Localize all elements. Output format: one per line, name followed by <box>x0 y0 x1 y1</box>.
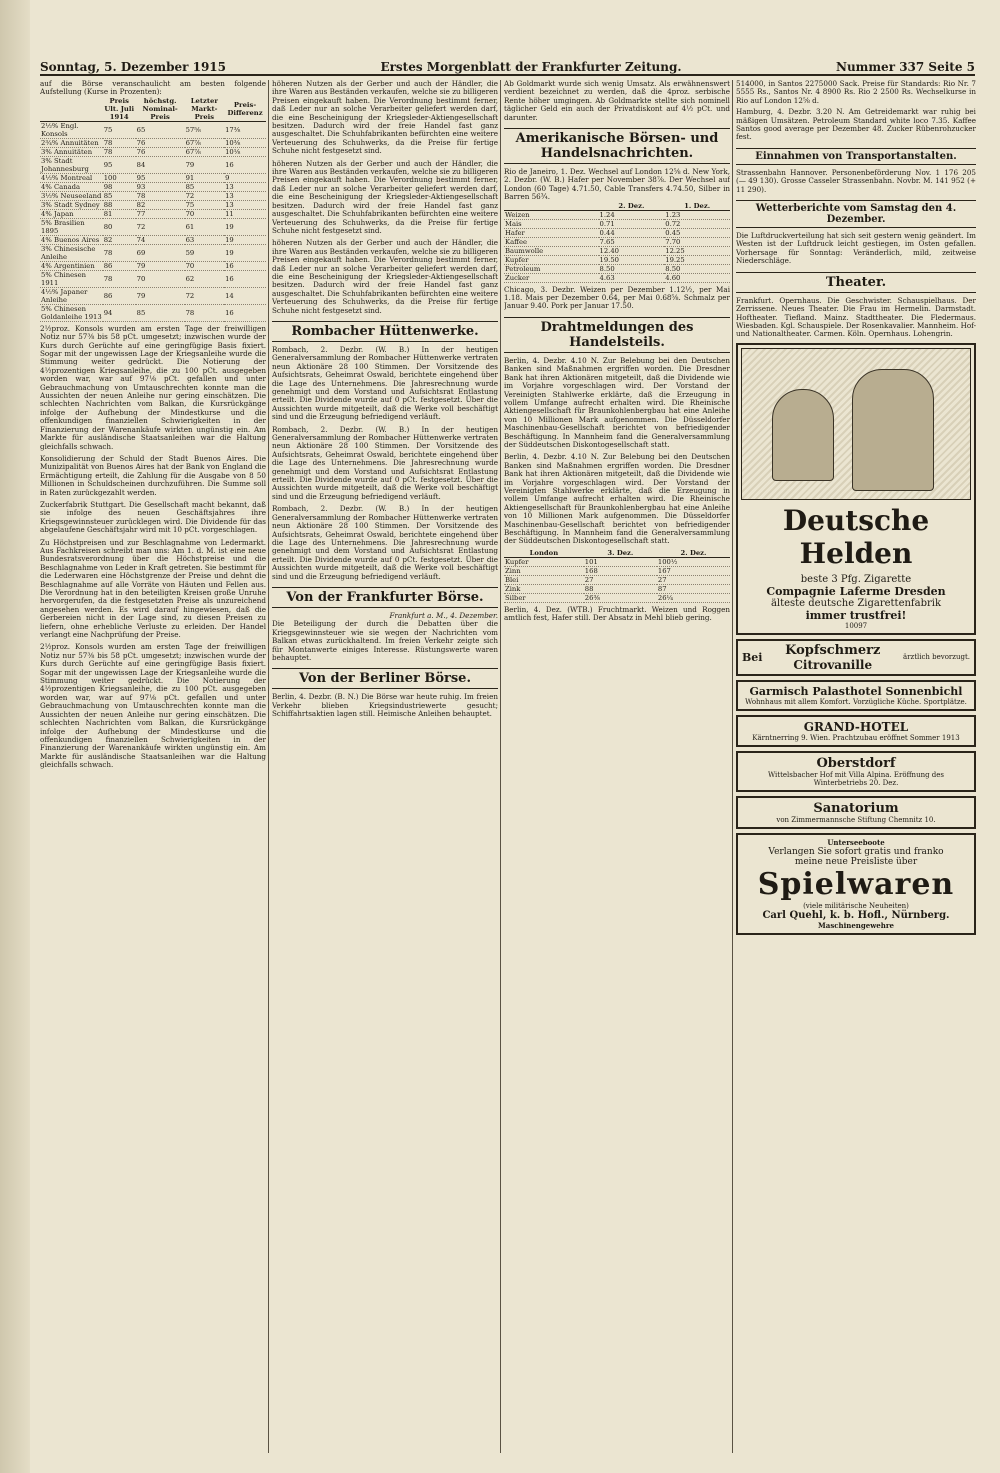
ad-text: von Zimmermannsche Stiftung Chemnitz 10. <box>776 815 936 824</box>
table-cell: 80 <box>103 218 136 235</box>
column-header: Preis Ult. Juli 1914 <box>104 96 135 121</box>
table-cell: 9 <box>224 173 266 182</box>
table-cell: Zinn <box>504 566 584 575</box>
table-row <box>40 218 266 235</box>
table-header-row <box>40 97 266 122</box>
table-row <box>504 246 730 255</box>
table-cell: 4% Argentinien <box>40 261 103 270</box>
column-header <box>504 202 599 211</box>
column-4 <box>736 80 976 1453</box>
ad-text: Wittelsbacher Hof mit Villa Alpina. Eröffnung des Winterbetriebs 20. Dez. <box>767 770 945 787</box>
table-cell: 19 <box>224 235 266 244</box>
table-cell: 79 <box>136 287 185 304</box>
article-paragraph: 2½proz. Konsols wurden am ersten Tage der freiwilligen Notiz nur 57⅜ bis 58 pCt. umgesetzt; inzwischen wurde der Kurs durch Gerüchte auf eine geringfügige Basis fixiert. Sogar mit der ungewissen Lage der Kriegsanleihe wurde die Stimmung weiter gedrückt. Die Notierung der 4½prozentigen Kriegsanleihe, die zu 100 pCt. ausgegeben worden war, war auf 97⅛ pCt. gefallen und unter Gebrauchmachung von Umtauschrechten konnte man die Aussichten der neuen Anleihe nur gering einschätzen. Die schlechten Nachrichten vom Balkan, die Kursrückgänge infolge der Aufhebung der Mindestkurse und die offenkundigen finanziellen Schwierigkeiten in der Finanzierung der Warenankäufe wirkten ungünstig ein. Am Markte für ausländische Staatsanleihen war die Haltung gleichfalls schwach. <box>40 323 266 451</box>
table-row <box>504 584 730 593</box>
column-header: London <box>504 549 584 558</box>
table-cell: 19.50 <box>599 255 665 264</box>
table-cell: 17⅜ <box>224 121 266 138</box>
table-body <box>504 210 730 282</box>
ad-title: Deutsche Helden <box>782 503 930 570</box>
ad-title: Sanatorium <box>813 800 899 816</box>
table-cell: 13 <box>224 200 266 209</box>
table-cell: 13 <box>224 191 266 200</box>
table-cell: 72 <box>185 287 224 304</box>
table-row <box>40 200 266 209</box>
table-cell: 14 <box>224 287 266 304</box>
ad-text: Kärntnerring 9. Wien. Prachtzubau eröffnet Sommer 1913 <box>752 733 960 742</box>
table-cell: 4½% Montreal <box>40 173 103 182</box>
table-cell: 2¾% Annuitäten <box>40 138 103 147</box>
table-cell: Weizen <box>504 210 599 219</box>
table-cell: 86 <box>103 261 136 270</box>
table-row <box>40 270 266 287</box>
ad-right: ärztlich bevorzugt. <box>902 653 970 662</box>
ad-line: Verlangen Sie sofort gratis und franko <box>768 846 944 857</box>
table-cell: 82 <box>136 200 185 209</box>
article-paragraph: 514000, in Santos 2275000 Sack. Preise für Standards: Rio Nr. 7 5555 Rs., Santos Nr. 4 8900 Rs. Rio 2 2500 Rs. Wechselkurse in Rio auf London 12⅝ d. <box>736 80 976 105</box>
table-row <box>504 566 730 575</box>
table-cell: 0.45 <box>664 228 730 237</box>
table-cell: 62 <box>185 270 224 287</box>
article-paragraph: Ab Goldmarkt wurde sich wenig Umsatz. Als erwähnenswert verdient bezeichnet zu werden, daß die 4proz. serbische Rente höher umgingen. Ab Goldmarkte stellte sich nominell täglicher Geld ein auch der Privatdiskont auf 4½ pCt. und darunter. <box>504 80 730 122</box>
soldier-figure <box>852 369 934 491</box>
table-cell: Petroleum <box>504 264 599 273</box>
table-cell: 10⅜ <box>224 138 266 147</box>
table-cell: Zink <box>504 584 584 593</box>
column-header: Letzter Markt-Preis <box>185 97 224 122</box>
table-cell: Kupfer <box>504 557 584 566</box>
column-header: Preis-Differenz <box>224 97 266 122</box>
table-cell: 168 <box>584 566 657 575</box>
table-cell: 16 <box>224 270 266 287</box>
table-row <box>40 191 266 200</box>
table-cell: 1.24 <box>599 210 665 219</box>
article-paragraph: höheren Nutzen als der Gerber und auch der Händler, die ihre Waren aus Beständen verkaufen, welche sie zu billigeren Preisen eingekauft haben. Die Verordnung bestimmt ferner, daß Leder nur an solche Verarbeiter geliefert werden darf, die eine Bescheinigung der Kriegsleder-Aktiengesellschaft besitzen. Dadurch wird der freie Handel fast ganz ausgeschaltet. Die Schuhfabrikanten befürchten eine weitere Verteuerung des Schuhwerks, da die Preise für fertige Schuhe nicht festgesetzt sind. <box>272 80 498 156</box>
table-cell: 100 <box>103 173 136 182</box>
table-cell: 4% Japan <box>40 209 103 218</box>
table-cell: 27 <box>584 575 657 584</box>
table-cell: 4½% Japaner Anleihe <box>40 287 103 304</box>
column-rule <box>268 80 269 1453</box>
table-cell: 12.40 <box>599 246 665 255</box>
table-cell: Kupfer <box>504 255 599 264</box>
table-cell: 3% Stadt Johannesburg <box>40 156 103 173</box>
table-row <box>504 228 730 237</box>
column-header: höchstg. Nominal-Preis <box>136 97 185 122</box>
table-cell: 75 <box>103 121 136 138</box>
table-cell: 84 <box>136 156 185 173</box>
article-paragraph: Zu Höchstpreisen und zur Beschlagnahme von Ledermarkt. Aus Fachkreisen schreibt man uns: Am 1. d. M. ist eine neue Bundesratsverordnung über die Höchstpreise und die Beschlagnahme von Leder in Kraft getreten. Sie bestimmt für die Lederwaren eine Höchstgrenze der Preise und dehnt die Beschlagnahme auf alle Vorräte von Häuten und Fellen aus. Die Verordnung hat in den beteiligten Kreisen große Unruhe hervorgerufen, da die festgesetzten Preise als unzureichend angesehen werden. Es wird darauf hingewiesen, daß die Gerbereien nicht in der Lage sind, zu diesen Preisen zu liefern, ohne erhebliche Verluste zu erleiden. Der Handel verlangt eine Nachprüfung der Preise. <box>40 537 266 640</box>
table-cell: 88 <box>584 584 657 593</box>
table-cell: 95 <box>103 156 136 173</box>
table-row <box>504 264 730 273</box>
table-cell: 86 <box>103 287 136 304</box>
soldier-figure <box>772 389 834 481</box>
ad-text: Wohnhaus mit allem Komfort. Vorzügliche Küche. Sportplätze. <box>745 697 967 706</box>
table-cell: 5% Chinesen 1911 <box>40 270 103 287</box>
table-cell: 16 <box>224 261 266 270</box>
table-cell: 85 <box>136 304 185 321</box>
column-rule <box>732 80 733 1453</box>
table-cell: Kaffee <box>504 237 599 246</box>
table-cell: 77 <box>136 209 185 218</box>
section-heading: Theater. <box>736 272 976 293</box>
table-cell: 78 <box>185 304 224 321</box>
table-cell: 74 <box>136 235 185 244</box>
table-cell: 3% Chinesische Anleihe <box>40 244 103 261</box>
table-cell: 167 <box>657 566 730 575</box>
table-cell: 70 <box>136 270 185 287</box>
table-cell: 0.44 <box>599 228 665 237</box>
table-row <box>40 244 266 261</box>
section-heading: Amerikanische Börsen- und Handelsnachrichten. <box>504 128 730 164</box>
table-cell: 10⅛ <box>224 147 266 156</box>
table-cell: 78 <box>103 270 136 287</box>
article-paragraph: Die Beteiligung der durch die Debatten über die Kriegsgewinnsteuer wie sie wegen der Nachrichten vom Balkan etwas zurückhaltend. Im freien Verkehr zeigte sich für Montanwerte einiges Interesse. Rüstungswerte waren behauptet. <box>272 619 498 662</box>
table-cell: 26¼ <box>657 593 730 602</box>
table-cell: 65 <box>136 121 185 138</box>
table-row <box>504 219 730 228</box>
table-cell: 72 <box>136 218 185 235</box>
table-cell: 63 <box>185 235 224 244</box>
metals-table <box>504 549 730 603</box>
article-paragraph: Zuckerfabrik Stuttgart. Die Gesellschaft macht bekannt, daß sie infolge des neuen Geschäftsjahres ihre Kriegsgewinnsteuer zurücklegen wird. Die Dividende für das abgelaufene Geschäftsjahr wird mit 10 pCt. vorgeschlagen. <box>40 499 266 535</box>
table-cell: 8.50 <box>664 264 730 273</box>
table-row <box>504 593 730 602</box>
table-cell: 16 <box>224 156 266 173</box>
article-paragraph: Berlin, 4. Dezbr. 4.10 N. Zur Belebung bei den Deutschen Banken sind Maßnahmen ergriffen worden. Die Dresdner Bank hat ihren Aktionären mitgeteilt, daß die Dividende wie im Vorjahre vorgeschlagen wird. Der Vorstand der Vereinigten Stahlwerke erklärte, daß die Erzeugung in vollem Umfange aufrecht erhalten wird. Die Rheinische Aktiengesellschaft für Braunkohlenbergbau hat eine Anleihe von 10 Millionen Mark aufgenommen. Die Düsseldorfer Maschinenbau-Gesellschaft berichtet von befriedigender Beschäftigung. In Mannheim fand die Generalversammlung der Süddeutschen Diskontogesellschaft statt. <box>504 452 730 546</box>
table-cell: 13 <box>224 182 266 191</box>
article-paragraph: Konsolidierung der Schuld der Stadt Buenos Aires. Die Munizipalität von Buenos Aires hat der Bank von England die Ermächtigung erteilt, die Zahlung für die Ausgabe von 8 50 Millionen in Schuldscheinen durchzuführen. Die Summe soll in Raten zurückgezahlt werden. <box>40 453 266 497</box>
ad-title: GRAND-HOTEL <box>803 719 909 734</box>
bond-table <box>40 97 266 322</box>
table-cell: 100½ <box>657 557 730 566</box>
column-header: 1. Dez. <box>664 202 730 211</box>
ad-subtitle: beste 3 Pfg. Zigarette <box>800 573 912 585</box>
table-row <box>40 121 266 138</box>
table-cell: Baumwolle <box>504 246 599 255</box>
table-row <box>504 255 730 264</box>
column-1 <box>40 80 266 1453</box>
cigarette-advertisement <box>736 343 976 635</box>
headache-advertisement <box>736 639 976 676</box>
table-row <box>40 138 266 147</box>
table-cell: 5% Brasilien 1895 <box>40 218 103 235</box>
ad-title: Garmisch Palasthotel Sonnenbichl <box>749 684 963 698</box>
header-page-number: Nummer 337 Seite 5 <box>835 60 975 74</box>
column-3 <box>504 80 730 1453</box>
intro-text: auf die Börse veranschaulicht am besten folgende Aufstellung (Kurse in Prozenten): <box>40 80 266 97</box>
table-cell: Zucker <box>504 273 599 282</box>
section-heading: Drahtmeldungen des Handelsteils. <box>504 317 730 353</box>
grand-hotel-advertisement <box>736 715 976 747</box>
ad-firm: Carl Quehl, k. b. Hofl., Nürnberg. <box>762 909 950 921</box>
table-cell: 95 <box>136 173 185 182</box>
section-heading: Wetterberichte vom Samstag den 4. Dezember. <box>736 200 976 228</box>
table-cell: 4% Buenos Aires <box>40 235 103 244</box>
table-cell: 4.60 <box>664 273 730 282</box>
table-row <box>40 209 266 218</box>
table-row <box>40 261 266 270</box>
commodity-table <box>504 202 730 283</box>
table-cell: Silber <box>504 593 584 602</box>
soldiers-illustration <box>741 348 971 500</box>
table-cell: 93 <box>136 182 185 191</box>
table-cell: 11 <box>224 209 266 218</box>
article-paragraph: Die Luftdruckverteilung hat sich seit gestern wenig geändert. Im Westen ist der Luftdruck leicht gestiegen, im Osten gefallen. Vorhersage für Sonntag: Veränderlich, mild, zeitweise Niederschläge. <box>736 231 976 266</box>
table-cell: 69 <box>136 244 185 261</box>
table-cell: 78 <box>136 191 185 200</box>
section-heading: Von der Berliner Börse. <box>272 668 498 689</box>
ad-brand: Citrovanille <box>793 657 873 672</box>
table-cell: 59 <box>185 244 224 261</box>
article-paragraph: Berlin, 4. Dezbr. (B. N.) Die Börse war heute ruhig. Im freien Verkehr blieben Kriegsindustriewerte gesucht; Schiffahrtsaktien lagen still. Heimische Anleihen behauptet. <box>272 692 498 719</box>
page-gutter <box>0 0 30 1473</box>
table-row <box>504 575 730 584</box>
table-cell: 57⅝ <box>185 121 224 138</box>
table-cell: 78 <box>103 147 136 156</box>
ad-tagline: älteste deutsche Zigarettenfabrik <box>770 597 942 609</box>
page-header <box>40 58 975 76</box>
table-cell: 19 <box>224 244 266 261</box>
table-body <box>504 557 730 602</box>
table-row <box>504 557 730 566</box>
ad-main: Kopfschmerz <box>785 642 881 658</box>
table-cell: 12.25 <box>664 246 730 255</box>
table-row <box>40 147 266 156</box>
column-rule <box>500 80 501 1453</box>
ad-slogan: immer trustfrei! <box>805 608 907 622</box>
table-cell: 78 <box>103 138 136 147</box>
ad-left: Bei <box>742 650 763 664</box>
table-cell: 94 <box>103 304 136 321</box>
ad-company: Compagnie Laferme Dresden <box>766 584 946 598</box>
table-row <box>40 182 266 191</box>
table-cell: 4.63 <box>599 273 665 282</box>
table-cell: 76 <box>136 147 185 156</box>
column-header: 2. Dez. <box>657 549 730 558</box>
table-cell: 1.23 <box>664 210 730 219</box>
header-date: Sonntag, 5. Dezember 1915 <box>40 60 226 74</box>
table-cell: 3% Annuitäten <box>40 147 103 156</box>
table-row <box>40 156 266 173</box>
ad-main: Spielwaren <box>757 866 955 902</box>
article-paragraph: Frankfurt. Opernhaus. Die Geschwister. Schauspielhaus. Der Zerrissene. Neues Theater. Die Frau im Hermelin. Darmstadt. Hoftheater. Tiefland. Mainz. Stadttheater. Die Fledermaus. Wiesbaden. Kgl. Schauspiele. Der Rosenkavalier. Mannheim. Hof- und Nationaltheater. Carmen. Köln. Opernhaus. Lohengrin. <box>736 295 976 339</box>
table-cell: 67⅞ <box>185 147 224 156</box>
ad-line: meine neue Preisliste über <box>794 856 918 867</box>
table-cell: 98 <box>103 182 136 191</box>
table-cell: 72 <box>185 191 224 200</box>
ad-header: Unterseeboote <box>827 837 885 847</box>
section-heading: Von der Frankfurter Börse. <box>272 587 498 608</box>
table-cell: Mais <box>504 219 599 228</box>
section-heading: Einnahmen von Transportanstalten. <box>736 148 976 165</box>
hotel-advertisement <box>736 680 976 711</box>
article-paragraph: Rio de Janeiro, 1. Dez. Wechsel auf London 12⅝ d. New York, 2. Dezbr. (W. B.) Hafer per November 38⅞. Der Wechsel auf London (60 Tage) 4.71.50, Cable Transfers 4.74.50, Silber in Barren 56¾. <box>504 167 730 202</box>
table-row <box>504 237 730 246</box>
table-cell: 70 <box>185 261 224 270</box>
table-cell: 8.50 <box>599 264 665 273</box>
table-row <box>40 304 266 321</box>
table-body <box>40 121 266 321</box>
article-paragraph: höheren Nutzen als der Gerber und auch der Händler, die ihre Waren aus Beständen verkaufen, welche sie zu billigeren Preisen eingekauft haben. Die Verordnung bestimmt ferner, daß Leder nur an solche Verarbeiter geliefert werden darf, die eine Bescheinigung der Kriegsleder-Aktiengesellschaft besitzen. Dadurch wird der freie Handel fast ganz ausgeschaltet. Die Schuhfabrikanten befürchten eine weitere Verteuerung des Schuhwerks, da die Preise für fertige Schuhe nicht festgesetzt sind. <box>272 238 498 315</box>
table-cell: 2½% Engl. Konsols <box>40 121 103 138</box>
table-cell: 19.25 <box>664 255 730 264</box>
toy-advertisement <box>736 833 976 935</box>
column-header: 3. Dez. <box>584 549 657 558</box>
table-row <box>40 287 266 304</box>
table-cell: 85 <box>103 191 136 200</box>
table-header-row <box>504 549 730 558</box>
table-cell: 4% Canada <box>40 182 103 191</box>
table-cell: 26⅜ <box>584 593 657 602</box>
article-paragraph: Hamburg, 4. Dezbr. 3.20 N. Am Getreidemarkt war ruhig bei mäßigen Umsätzen. Petroleum Standard white loco 7.35. Kaffee Santos good average per Dezember 48. Zucker Rübenrohzucker fest. <box>736 107 976 142</box>
table-cell: 101 <box>584 557 657 566</box>
ad-code: 10097 <box>844 621 868 630</box>
ad-title: Oberstdorf <box>816 755 896 771</box>
table-cell: 0.71 <box>599 219 665 228</box>
section-heading: Rombacher Hüttenwerke. <box>272 321 498 342</box>
table-cell: 81 <box>103 209 136 218</box>
table-cell: 5% Chinesen Goldanleihe 1913 <box>41 304 102 321</box>
article-paragraph: Berlin, 4. Dez. (WTB.) Fruchtmarkt. Weizen und Roggen amtlich fest, Hafer still. Der Absatz in Mehl blieb gering. <box>504 604 730 623</box>
column-header: 2. Dez. <box>599 202 665 211</box>
table-cell: 85 <box>185 182 224 191</box>
table-row <box>40 173 266 182</box>
table-cell: 78 <box>103 244 136 261</box>
table-cell: 19 <box>224 218 266 235</box>
table-header-row <box>504 202 730 211</box>
oberstdorf-advertisement <box>736 751 976 792</box>
header-masthead: Erstes Morgenblatt der Frankfurter Zeitung. <box>380 60 682 74</box>
table-cell: 67⅞ <box>185 138 224 147</box>
article-paragraph: höheren Nutzen als der Gerber und auch der Händler, die ihre Waren aus Beständen verkaufen, welche sie zu billigeren Preisen eingekauft haben. Die Verordnung bestimmt ferner, daß Leder nur an solche Verarbeiter geliefert werden darf, die eine Bescheinigung der Kriegsleder-Aktiengesellschaft besitzen. Dadurch wird der freie Handel fast ganz ausgeschaltet. Die Schuhfabrikanten befürchten eine weitere Verteuerung des Schuhwerks, da die Preise für fertige Schuhe nicht festgesetzt sind. <box>272 158 498 235</box>
article-paragraph: Berlin, 4. Dezbr. 4.10 N. Zur Belebung bei den Deutschen Banken sind Maßnahmen ergriffen worden. Die Dresdner Bank hat ihren Aktionären mitgeteilt, daß die Dividende wie im Vorjahre vorgeschlagen wird. Der Vorstand der Vereinigten Stahlwerke erklärte, daß die Erzeugung in vollem Umfange aufrecht erhalten wird. Die Rheinische Aktiengesellschaft für Braunkohlenbergbau hat eine Anleihe von 10 Millionen Mark aufgenommen. Die Düsseldorfer Maschinenbau-Gesellschaft berichtet von befriedigender Beschäftigung. In Mannheim fand die Generalversammlung der Süddeutschen Diskontogesellschaft statt. <box>504 355 730 449</box>
table-cell: 88 <box>103 200 136 209</box>
table-cell: Hafer <box>504 228 599 237</box>
table-cell: 87 <box>657 584 730 593</box>
table-cell: 3% Stadt Sydney <box>40 200 103 209</box>
table-cell: 3½% Neuseeland <box>41 191 102 200</box>
table-cell: 76 <box>136 138 185 147</box>
table-row <box>504 273 730 282</box>
table-cell: 91 <box>185 173 224 182</box>
table-row <box>40 235 266 244</box>
table-cell: 16 <box>224 304 266 321</box>
article-paragraph: Chicago, 3. Dezbr. Weizen per Dezember 1.12½, per Mai 1.18. Mais per Dezember 0.64, per Mai 0.68⅝. Schmalz per Januar 9.40. Pork per Januar 17.50. <box>504 284 730 311</box>
column-2 <box>272 80 498 1453</box>
table-cell: 75 <box>185 200 224 209</box>
sanatorium-advertisement <box>736 796 976 829</box>
table-cell: 27 <box>657 575 730 584</box>
article-paragraph: Rombach, 2. Dezbr. (W. B.) In der heutigen Generalversammlung der Rombacher Hüttenwerke vertraten neun Aktionäre 28 100 Stimmen. Der Vorsitzende des Aufsichtsrats, Geheimrat Oswald, berichtete eingehend über die Lage des Unternehmens. Die Jahresrechnung wurde genehmigt und dem Vorstand und Aufsichtsrat Entlastung erteilt. Die Dividende wurde auf 0 pCt. festgesetzt. Über die Aussichten wurde mitgeteilt, daß die Werke voll beschäftigt sind und die Erzeugung befriedigend verläuft. <box>272 424 498 501</box>
article-paragraph: Rombach, 2. Dezbr. (W. B.) In der heutigen Generalversammlung der Rombacher Hüttenwerke vertraten neun Aktionäre 28 100 Stimmen. Der Vorsitzende des Aufsichtsrats, Geheimrat Oswald, berichtete eingehend über die Lage des Unternehmens. Die Jahresrechnung wurde genehmigt und dem Vorstand und Aufsichtsrat Entlastung erteilt. Die Dividende wurde auf 0 pCt. festgesetzt. Über die Aussichten wurde mitgeteilt, daß die Werke voll beschäftigt sind und die Erzeugung befriedigend verläuft. <box>272 504 498 581</box>
article-paragraph: 2½proz. Konsols wurden am ersten Tage der freiwilligen Notiz nur 57⅜ bis 58 pCt. umgesetzt; inzwischen wurde der Kurs durch Gerüchte auf eine geringfügige Basis fixiert. Sogar mit der ungewissen Lage der Kriegsanleihe wurde die Stimmung weiter gedrückt. Die Notierung der 4½prozentigen Kriegsanleihe, die zu 100 pCt. ausgegeben worden war, war auf 97⅛ pCt. gefallen und unter Gebrauchmachung von Umtauschrechten konnte man die Aussichten der neuen Anleihe nur gering einschätzen. Die schlechten Nachrichten vom Balkan, die Kursrückgänge infolge der Aufhebung der Mindestkurse und die offenkundigen finanziellen Schwierigkeiten in der Finanzierung der Warenankäufe wirkten ungünstig ein. Am Markte für ausländische Staatsanleihen war die Haltung gleichfalls schwach. <box>40 642 266 770</box>
table-cell: 79 <box>136 261 185 270</box>
column-header <box>40 97 103 122</box>
table-cell: 79 <box>185 156 224 173</box>
ad-sub: (viele militärische Neuheiten) <box>803 901 909 910</box>
ad-footer: Maschinengewehre <box>818 920 894 930</box>
table-cell: 61 <box>185 218 224 235</box>
table-cell: 7.65 <box>599 237 665 246</box>
table-cell: 70 <box>185 209 224 218</box>
table-row <box>504 210 730 219</box>
article-paragraph: Strassenbahn Hannover. Personenbeförderung Nov. 1 176 205 (— 49 130). Grosse Casseler Strassenbahn. Novbr. M. 141 952 (+ 11 290). <box>736 167 976 194</box>
article-paragraph: Rombach, 2. Dezbr. (W. B.) In der heutigen Generalversammlung der Rombacher Hüttenwerke vertraten neun Aktionäre 28 100 Stimmen. Der Vorsitzende des Aufsichtsrats, Geheimrat Oswald, berichtete eingehend über die Lage des Unternehmens. Die Jahresrechnung wurde genehmigt und dem Vorstand und Aufsichtsrat Entlastung erteilt. Die Dividende wurde auf 0 pCt. festgesetzt. Über die Aussichten wurde mitgeteilt, daß die Werke voll beschäftigt sind und die Erzeugung befriedigend verläuft. <box>272 344 498 422</box>
dateline: Frankfurt a. M., 4. Dezember. <box>389 610 498 620</box>
table-cell: 7.70 <box>664 237 730 246</box>
table-cell: 0.72 <box>664 219 730 228</box>
table-cell: Blei <box>504 575 584 584</box>
table-cell: 82 <box>103 235 136 244</box>
